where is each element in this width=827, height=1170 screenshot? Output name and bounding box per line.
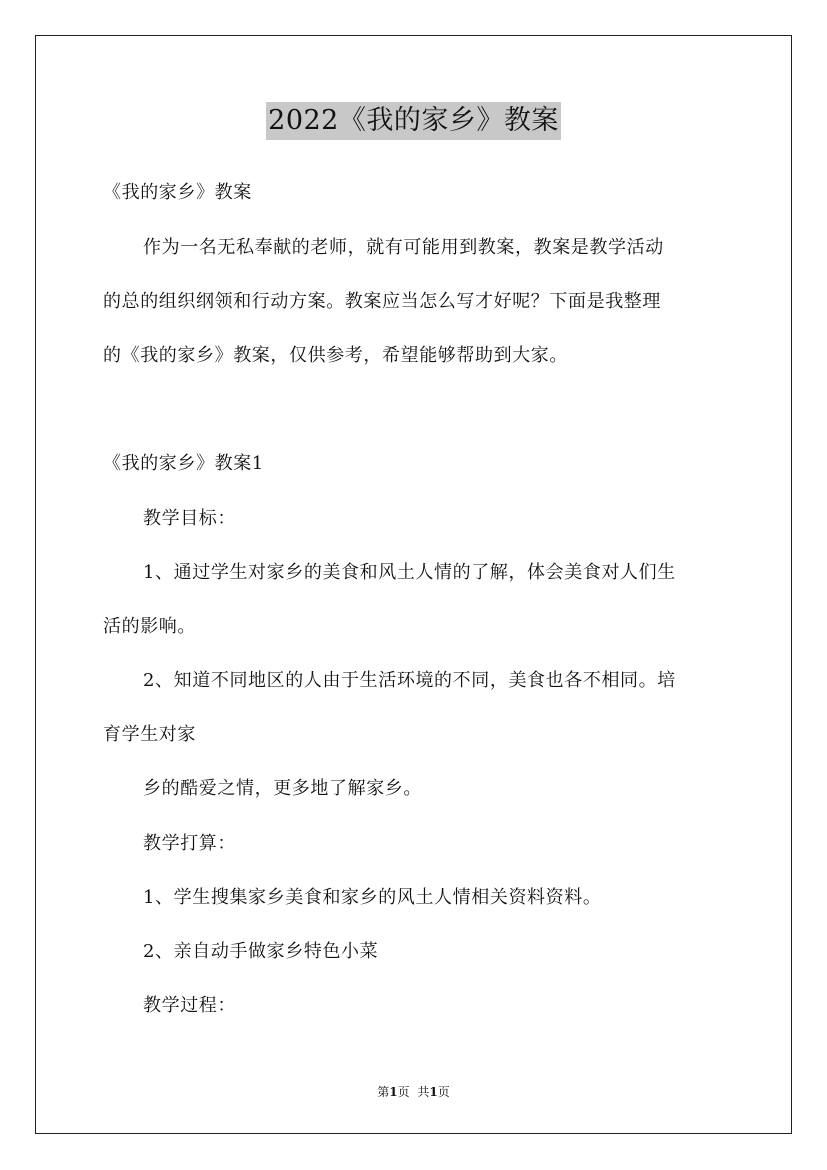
paragraph-line: 1、通过学生对家乡的美食和风土人情的了解，体会美食对人们生 <box>143 562 676 583</box>
paragraph-line: 乡的酷爱之情，更多地了解家乡。 <box>143 778 422 799</box>
paragraph-line: 的《我的家乡》教案，仅供参考，希望能够帮助到大家。 <box>103 345 568 366</box>
page-suffix: 页 <box>397 1085 410 1099</box>
page-number: 1 <box>389 1085 398 1099</box>
subheading: 教学目标： <box>143 508 236 529</box>
paragraph-line: 的总的组织纲领和行动方案。教案应当怎么写才好呢？下面是我整理 <box>103 291 661 312</box>
total-pages: 1 <box>429 1085 438 1099</box>
page-footer <box>0 1084 827 1100</box>
title-container <box>0 102 827 140</box>
section-heading: 《我的家乡》教案 <box>103 182 252 203</box>
subheading: 教学过程： <box>143 995 236 1016</box>
paragraph-line: 1、学生搜集家乡美食和家乡的风土人情相关资料资料。 <box>143 887 602 908</box>
paragraph-line: 2、知道不同地区的人由于生活环境的不同，美食也各不相同。培 <box>143 670 676 691</box>
paragraph-line: 育学生对家 <box>103 724 196 745</box>
paragraph-line: 2、亲自动手做家乡特色小菜 <box>143 941 379 962</box>
section-heading: 《我的家乡》教案1 <box>103 453 264 474</box>
paragraph-line: 活的影响。 <box>103 616 196 637</box>
total-prefix: 共 <box>417 1085 430 1099</box>
total-suffix: 页 <box>437 1085 450 1099</box>
subheading: 教学打算： <box>143 833 236 854</box>
page-prefix: 第 <box>377 1085 390 1099</box>
paragraph-line: 作为一名无私奉献的老师，就有可能用到教案，教案是教学活动 <box>143 237 664 258</box>
document-title: 2022《我的家乡》教案 <box>266 102 561 140</box>
